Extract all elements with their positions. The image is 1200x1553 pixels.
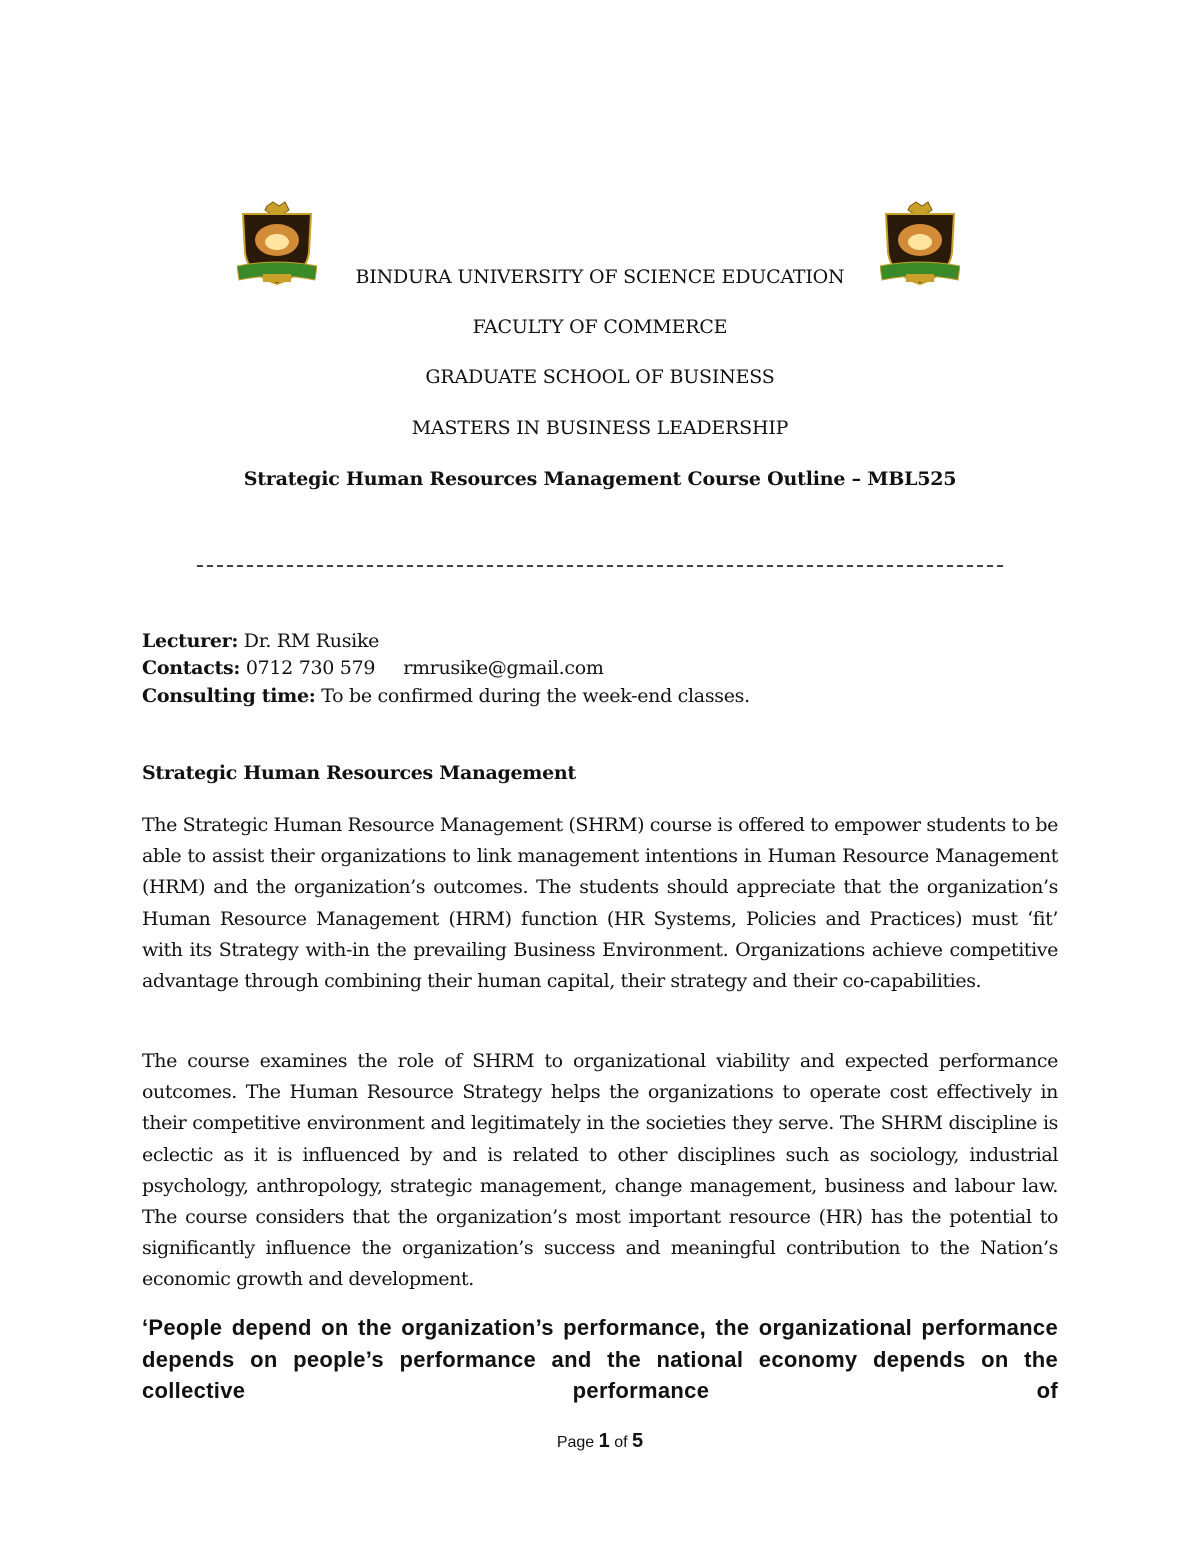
- paragraph-examines: The course examines the role of SHRM to organizational viability and expected performance outcomes. The Human Resource Strategy helps the organizations to operate cost effectively in their competitive environment and legitimately in the societies they serve. The SHRM discipline is eclectic as it is influenced by and is related to other disciplines such as sociology, industrial psychology, anthropology, strategic management, change management, business and labour law. The course considers that the organization’s most important resource (HR) has the potential to significantly influence the organization’s success and meaningful contribution to the Nation’s economic growth and development.: [142, 1050, 1058, 1291]
- lecturer-line: [142, 630, 379, 652]
- university-name: BINDURA UNIVERSITY OF SCIENCE EDUCATION: [355, 266, 845, 288]
- total-pages-number: 5: [632, 1430, 644, 1452]
- consulting-value: To be confirmed during the week-end classes.: [321, 685, 750, 707]
- page-word: Page: [556, 1434, 595, 1451]
- of-word: of: [614, 1434, 628, 1451]
- page-footer: [0, 1430, 1200, 1453]
- school-name: GRADUATE SCHOOL OF BUSINESS: [425, 366, 775, 388]
- faculty-name: FACULTY OF COMMERCE: [472, 316, 728, 338]
- lecturer-label: Lecturer:: [142, 630, 239, 652]
- email-address: rmrusike@gmail.com: [403, 657, 604, 679]
- course-title: Strategic Human Resources Management Course Outline – MBL525: [243, 468, 957, 490]
- header-divider: [197, 551, 1003, 567]
- contacts-line: [142, 657, 604, 679]
- emphasis-quote: ‘People depend on the organization’s performance, the organizational performance depends on people’s performance and the national economy depends on the collective performance of: [142, 1315, 1058, 1403]
- current-page-number: 1: [598, 1430, 610, 1452]
- contacts-label: Contacts:: [142, 657, 241, 679]
- consulting-label: Consulting time:: [142, 685, 316, 707]
- paragraph-intro: The Strategic Human Resource Management (SHRM) course is offered to empower students to be able to assist their organizations to link management intentions in Human Resource Management (HRM) and the organization’s outcomes. The students should appreciate that the organization’s Human Resource Management (HRM) function (HR Systems, Policies and Practices) must ‘fit’ with its Strategy with-in the prevailing Business Environment. Organizations achieve competitive advantage through combining their human capital, their strategy and their co-capabilities.: [142, 814, 1058, 993]
- lecturer-value: Dr. RM Rusike: [243, 630, 380, 652]
- consulting-line: [142, 685, 750, 707]
- phone-number: 0712 730 579: [245, 657, 376, 679]
- section-heading: Strategic Human Resources Management: [142, 762, 576, 784]
- programme-name: MASTERS IN BUSINESS LEADERSHIP: [411, 417, 789, 439]
